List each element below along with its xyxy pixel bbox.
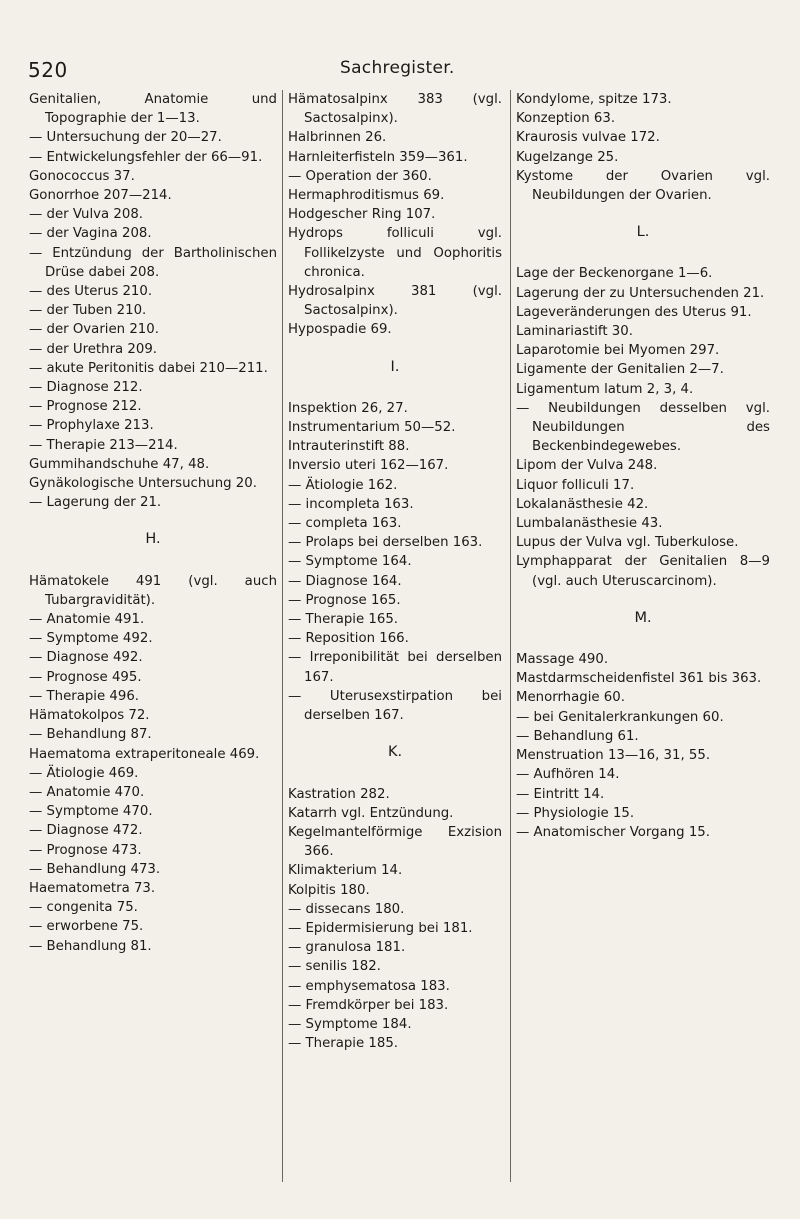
index-entry: — Symptome 492. [29, 631, 153, 647]
index-column-1 [29, 90, 277, 956]
index-entry: — Behandlung 473. [29, 861, 161, 877]
index-entry: — Epidermisierung bei 181. [288, 920, 473, 936]
index-entry: Menstruation 13—16, 31, 55. [516, 748, 711, 764]
index-entry: Lupus der Vulva vgl. Tuberkulose. [516, 535, 739, 551]
index-entry: Harnleiterfisteln 359—361. [288, 149, 468, 165]
index-entry: Ligamente der Genitalien 2—7. [516, 362, 724, 378]
index-entry: Lagerung der zu Untersuchenden 21. [516, 285, 765, 301]
index-entry: — der Vagina 208. [29, 226, 152, 242]
index-entry: Inversio uteri 162—167. [288, 458, 449, 474]
index-entry: Kolpitis 180. [288, 882, 370, 898]
index-entry: Menorrhagie 60. [516, 690, 625, 706]
index-entry: — Anatomischer Vorgang 15. [516, 824, 710, 840]
column-divider [282, 90, 283, 1182]
index-entry: Hydrosalpinx 381 (vgl. Sactosalpinx). [288, 284, 502, 319]
index-entry: — Diagnose 212. [29, 380, 143, 396]
index-entry: — senilis 182. [288, 959, 381, 975]
index-entry: — Symptome 184. [288, 1016, 412, 1032]
index-entry: Katarrh vgl. Entzündung. [288, 805, 454, 821]
index-entry: Kugelzange 25. [516, 149, 619, 165]
index-entry: Kegelmantelförmige Exzision 366. [288, 824, 502, 860]
index-entry: — Entwickelungsfehler der 66—91. [29, 149, 263, 165]
index-entry: — Symptome 164. [288, 554, 412, 570]
index-entry: Laminariastift 30. [516, 324, 633, 340]
index-entry: — Ätiologie 162. [288, 477, 398, 493]
index-entry: Lageveränderungen des Uterus 91. [516, 304, 752, 320]
column-divider [510, 90, 511, 1182]
index-entry: — Uterusexstirpation bei derselben 167. [288, 688, 502, 724]
index-entry: — Diagnose 164. [288, 573, 402, 589]
index-entry: — Aufhören 14. [516, 767, 620, 783]
index-entry: — erworbene 75. [29, 919, 144, 935]
section-letter-heading: I. [390, 358, 400, 375]
index-entry: Lipom der Vulva 248. [516, 458, 658, 474]
index-entry: Kystome der Ovarien vgl. Neubildungen der Ovarien. [516, 168, 770, 204]
index-entry: — Physiologie 15. [516, 805, 635, 821]
index-entry: — akute Peritonitis dabei 210—211. [29, 360, 268, 376]
index-entry: — Behandlung 61. [516, 728, 639, 744]
index-entry: Kondylome, spitze 173. [516, 92, 672, 107]
index-entry: Kastration 282. [288, 786, 390, 802]
index-entry: Hodgescher Ring 107. [288, 207, 436, 223]
index-entry: Gonorrhoe 207—214. [29, 188, 172, 204]
index-entry: Lage der Beckenorgane 1—6. [516, 266, 713, 282]
index-entry: Hypospadie 69. [288, 322, 392, 338]
index-entry: — Prognose 165. [288, 592, 401, 608]
index-entry: — dissecans 180. [288, 901, 405, 917]
index-entry: Hermaphroditismus 69. [288, 188, 445, 204]
index-entry: Genitalien, Anatomie und Topographie der 1—13. [29, 92, 277, 127]
index-entry: — Therapie 496. [29, 688, 140, 704]
index-entry: Gynäkologische Untersuchung 20. [29, 476, 257, 492]
section-letter-heading: M. [634, 609, 652, 626]
index-entry: — des Uterus 210. [29, 284, 153, 300]
index-entry: — Prognose 212. [29, 399, 142, 415]
index-entry: Hämatosalpinx 383 (vgl. Sactosalpinx). [288, 92, 502, 127]
index-entry: Intrauterinstift 88. [288, 439, 410, 455]
index-entry: — Diagnose 492. [29, 650, 143, 666]
index-entry: — emphysematosa 183. [288, 978, 450, 994]
index-entry: — Eintritt 14. [516, 786, 605, 802]
index-entry: — Lagerung der 21. [29, 495, 162, 511]
index-entry: — Diagnose 472. [29, 823, 143, 839]
index-entry: — Untersuchung der 20—27. [29, 130, 222, 146]
index-entry: Klimakterium 14. [288, 863, 403, 879]
index-entry: Gonococcus 37. [29, 168, 135, 184]
index-entry: — Therapie 213—214. [29, 437, 178, 453]
index-entry: — Behandlung 81. [29, 938, 152, 954]
index-entry: — Therapie 165. [288, 612, 399, 628]
index-entry: Liquor folliculi 17. [516, 477, 635, 493]
index-entry: — Neubildungen desselben vgl. Neubildungen des Beckenbindegewebes. [516, 400, 770, 455]
index-entry: Gummihandschuhe 47, 48. [29, 456, 210, 472]
index-entry: Konzeption 63. [516, 111, 616, 127]
index-entry: — granulosa 181. [288, 940, 406, 956]
index-entry: — Prophylaxe 213. [29, 418, 154, 434]
page-title: Sachregister. [340, 58, 455, 78]
index-entry: — der Urethra 209. [29, 341, 158, 357]
index-entry: — der Ovarien 210. [29, 322, 159, 338]
index-entry: — completa 163. [288, 516, 402, 532]
index-entry: — Prognose 473. [29, 842, 142, 858]
index-entry: Mastdarmscheidenfistel 361 bis 363. [516, 671, 762, 687]
index-entry: — Prolaps bei derselben 163. [288, 535, 483, 551]
index-entry: Haematoma extraperitoneale 469. [29, 746, 260, 762]
page-number: 520 [28, 58, 68, 82]
index-entry: — Reposition 166. [288, 631, 409, 647]
section-letter-heading: H. [145, 531, 161, 548]
index-entry: Inspektion 26, 27. [288, 400, 408, 416]
index-entry: — incompleta 163. [288, 496, 414, 512]
index-entry: Hämatokele 491 (vgl. auch Tubargravidität). [29, 573, 277, 608]
index-entry: Instrumentarium 50—52. [288, 420, 456, 436]
index-entry: — bei Genitalerkrankungen 60. [516, 709, 724, 725]
index-column-3 [516, 90, 770, 842]
index-entry: Halbrinnen 26. [288, 130, 387, 146]
section-letter-heading: K. [387, 744, 403, 761]
index-entry: — Behandlung 87. [29, 727, 152, 743]
index-entry: — Symptome 470. [29, 804, 153, 820]
index-entry: Lokalanästhesie 42. [516, 496, 649, 512]
index-entry: — congenita 75. [29, 900, 138, 916]
index-entry: Hämatokolpos 72. [29, 708, 150, 724]
index-entry: — Therapie 185. [288, 1036, 399, 1052]
section-letter-heading: L. [636, 224, 650, 241]
index-entry: — der Vulva 208. [29, 207, 144, 223]
index-entry: Massage 490. [516, 652, 609, 668]
index-entry: — Operation der 360. [288, 168, 432, 184]
index-entry: Lymphapparat der Genitalien 8—9 (vgl. auch Uteruscarcinom). [516, 554, 770, 589]
index-entry: — der Tuben 210. [29, 303, 147, 319]
index-entry: Laparotomie bei Myomen 297. [516, 343, 720, 359]
index-entry: Lumbalanästhesie 43. [516, 516, 663, 532]
index-entry: Hydrops folliculi vgl. Follikelzyste und Oophoritis chronica. [288, 226, 502, 280]
index-entry: Kraurosis vulvae 172. [516, 130, 660, 146]
index-entry: — Anatomie 470. [29, 784, 145, 800]
index-entry: — Fremdkörper bei 183. [288, 997, 449, 1013]
index-column-2 [288, 90, 502, 1053]
index-entry: — Irreponibilität bei derselben 167. [288, 650, 502, 685]
index-entry: — Anatomie 491. [29, 612, 145, 628]
index-entry: — Ätiologie 469. [29, 765, 139, 781]
index-entry: — Entzündung der Bartholinischen Drüse dabei 208. [29, 245, 277, 280]
index-entry: Haematometra 73. [29, 880, 156, 896]
index-entry: — Prognose 495. [29, 669, 142, 685]
index-entry: Ligamentum latum 2, 3, 4. [516, 381, 694, 397]
